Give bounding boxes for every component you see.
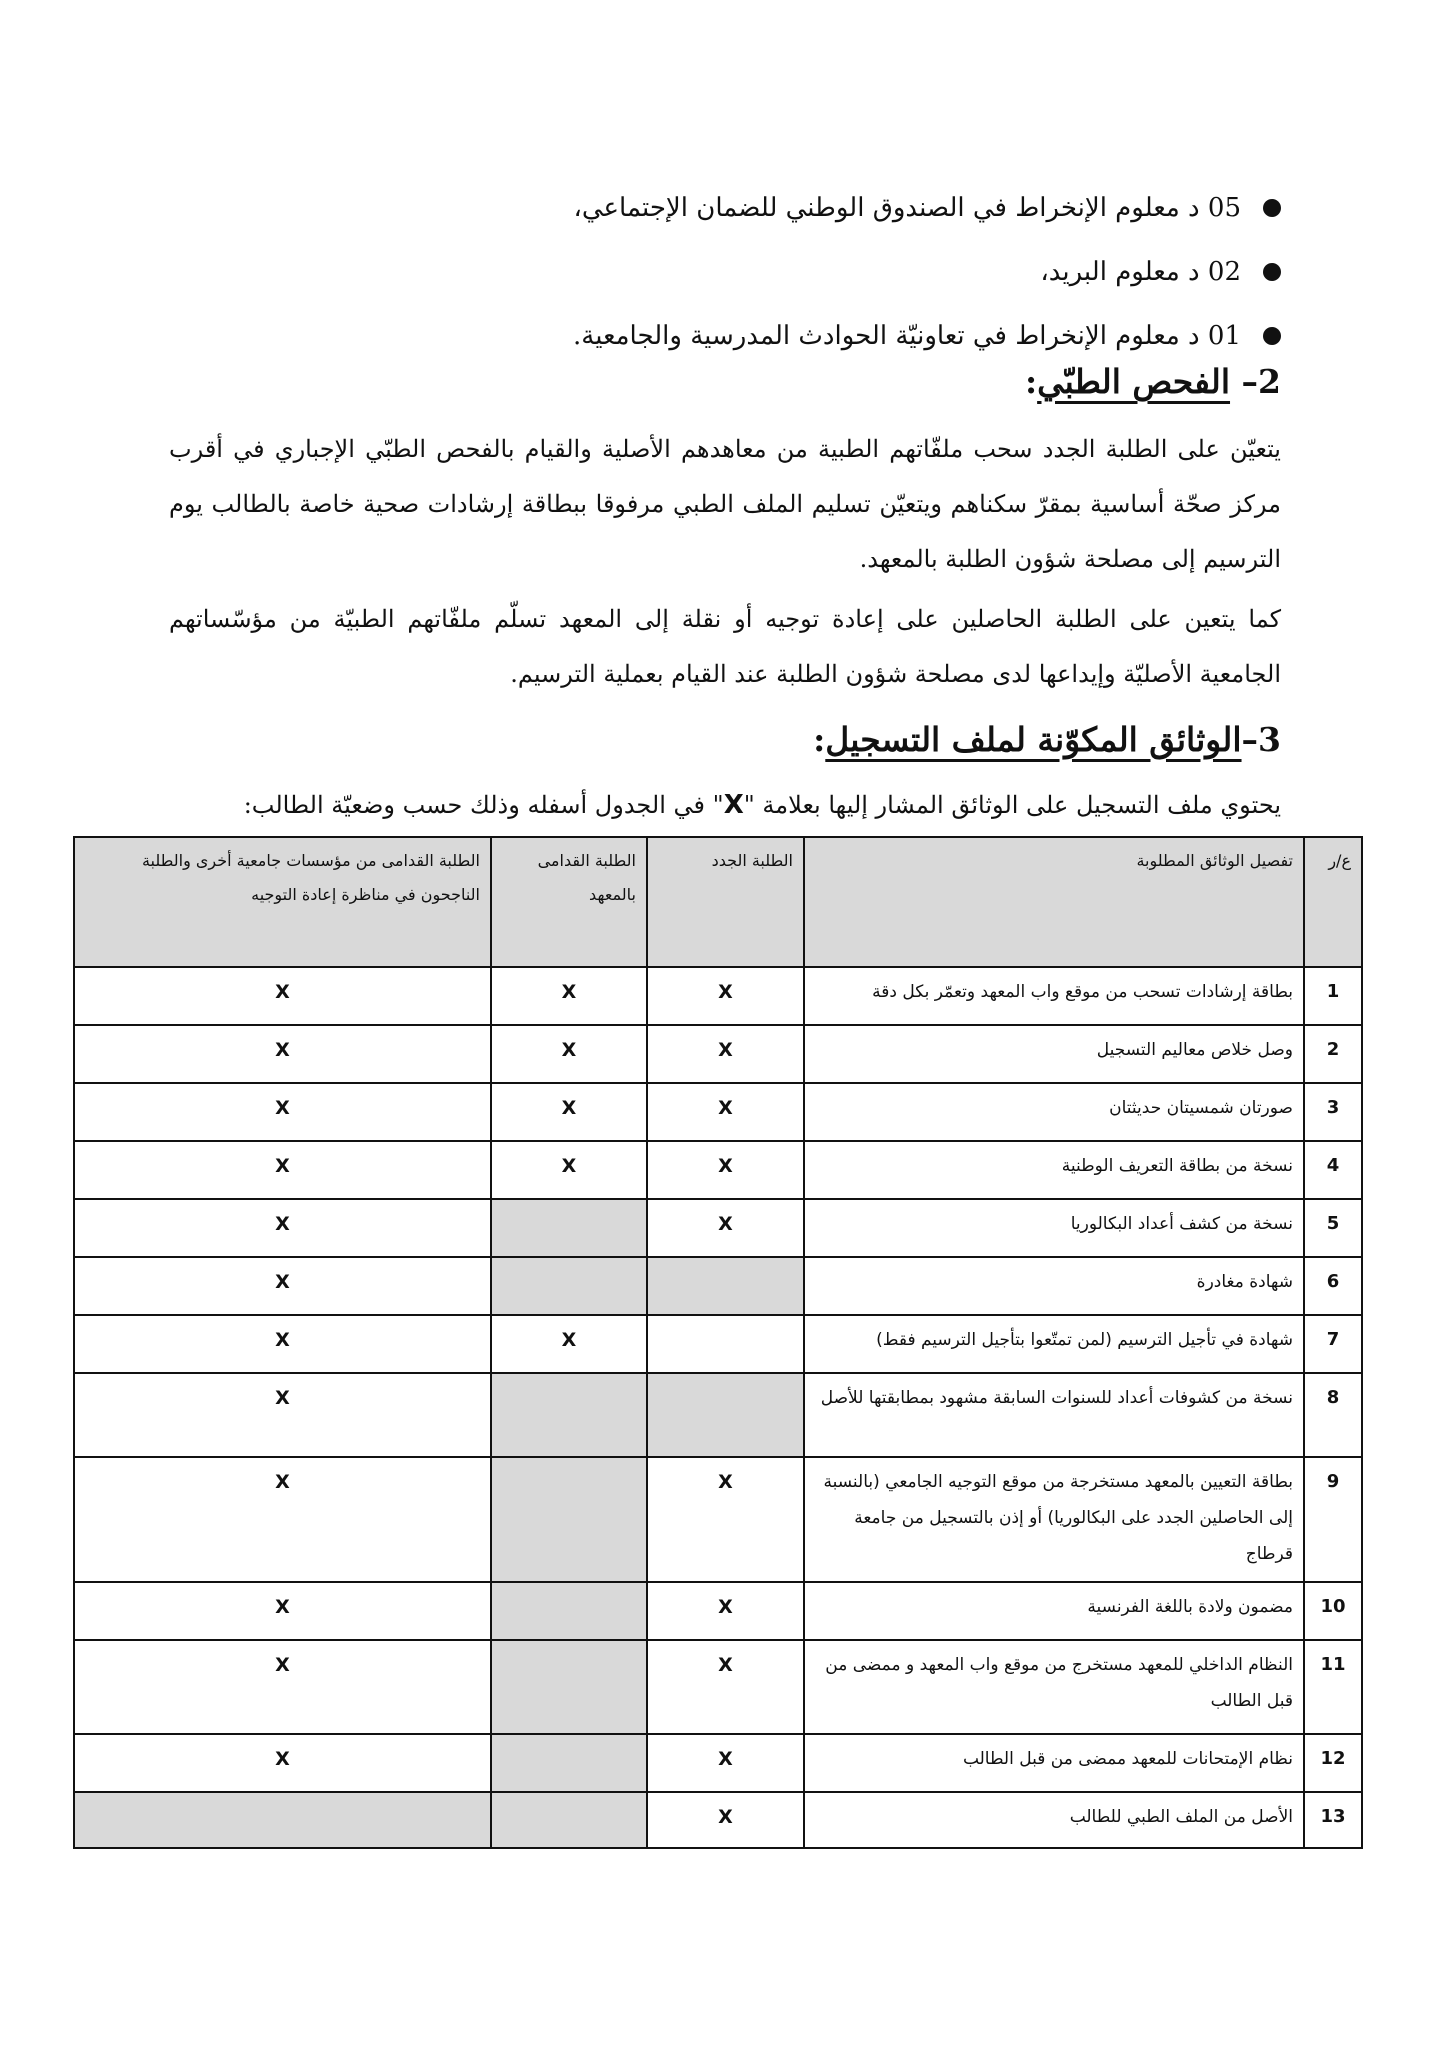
header-num: ع/ر	[1304, 837, 1362, 967]
fee-item	[181, 240, 1281, 304]
row-num: 6	[1304, 1257, 1362, 1315]
cell-old	[491, 1792, 647, 1848]
cell-old	[491, 1457, 647, 1582]
row-doc: نسخة من بطاقة التعريف الوطنية	[804, 1141, 1304, 1199]
cell-new	[647, 1373, 804, 1457]
cell-old: X	[491, 967, 647, 1025]
cell-other: X	[74, 1315, 491, 1373]
row-doc: نسخة من كشوفات أعداد للسنوات السابقة مشهود بمطابقتها للأصل	[804, 1373, 1304, 1457]
header-new-students: الطلبة الجدد	[647, 837, 804, 967]
table-header-row	[74, 837, 1362, 967]
cell-other: X	[74, 1257, 491, 1315]
section-3-heading	[813, 720, 1281, 759]
table-row	[74, 1141, 1362, 1199]
row-num: 2	[1304, 1025, 1362, 1083]
cell-other: X	[74, 1141, 491, 1199]
header-old-students: الطلبة القدامى بالمعهد	[491, 837, 647, 967]
table-row	[74, 1373, 1362, 1457]
table-intro-after: " في الجدول أسفله وذلك حسب وضعيّة الطالب:	[243, 791, 724, 819]
cell-new: X	[647, 967, 804, 1025]
fee-text: 02 د معلوم البريد،	[1040, 257, 1241, 287]
table-row	[74, 1792, 1362, 1848]
row-num: 11	[1304, 1640, 1362, 1734]
cell-other: X	[74, 1083, 491, 1141]
row-num: 13	[1304, 1792, 1362, 1848]
bullet-icon	[1263, 327, 1281, 345]
table-row	[74, 1582, 1362, 1640]
cell-new	[647, 1257, 804, 1315]
table-row	[74, 1315, 1362, 1373]
cell-new: X	[647, 1792, 804, 1848]
bullet-icon	[1263, 263, 1281, 281]
cell-new	[647, 1315, 804, 1373]
row-num: 8	[1304, 1373, 1362, 1457]
row-num: 1	[1304, 967, 1362, 1025]
bullet-icon	[1263, 199, 1281, 217]
row-num: 3	[1304, 1083, 1362, 1141]
fee-text: 01 د معلوم الإنخراط في تعاونيّة الحوادث المدرسية والجامعية.	[573, 321, 1241, 351]
row-doc: بطاقة التعيين بالمعهد مستخرجة من موقع التوجيه الجامعي (بالنسبة إلى الحاصلين الجدد على البكالوريا) أو إذن بالتسجيل من جامعة قرطاج	[804, 1457, 1304, 1582]
row-doc: النظام الداخلي للمعهد مستخرج من موقع واب المعهد و ممضى من قبل الطالب	[804, 1640, 1304, 1734]
cell-old	[491, 1199, 647, 1257]
row-doc: مضمون ولادة باللغة الفرنسية	[804, 1582, 1304, 1640]
row-num: 5	[1304, 1199, 1362, 1257]
table-row	[74, 1083, 1362, 1141]
cell-old: X	[491, 1083, 647, 1141]
table-body	[74, 967, 1362, 1848]
fees-list	[181, 176, 1281, 368]
row-doc: شهادة مغادرة	[804, 1257, 1304, 1315]
row-doc: شهادة في تأجيل الترسيم (لمن تمتّعوا بتأجيل الترسيم فقط)	[804, 1315, 1304, 1373]
header-other-students: الطلبة القدامى من مؤسسات جامعية أخرى والطلبة الناجحون في مناظرة إعادة التوجيه	[74, 837, 491, 967]
cell-new: X	[647, 1199, 804, 1257]
row-num: 9	[1304, 1457, 1362, 1582]
cell-other: X	[74, 1199, 491, 1257]
table-row	[74, 1199, 1362, 1257]
section-2-colon: :	[1024, 362, 1038, 401]
cell-old	[491, 1734, 647, 1792]
cell-new: X	[647, 1457, 804, 1582]
fee-item	[181, 176, 1281, 240]
row-doc: بطاقة إرشادات تسحب من موقع واب المعهد وتعمّر بكل دقة	[804, 967, 1304, 1025]
table-row	[74, 1640, 1362, 1734]
row-num: 4	[1304, 1141, 1362, 1199]
section-3-title: الوثائق المكوّنة لملف التسجيل	[825, 720, 1242, 759]
cell-new: X	[647, 1141, 804, 1199]
table-intro	[169, 790, 1281, 820]
section-2-number: 2–	[1241, 362, 1281, 401]
cell-new: X	[647, 1640, 804, 1734]
cell-other: X	[74, 1734, 491, 1792]
table-intro-mark: X	[723, 790, 744, 820]
table-row	[74, 1734, 1362, 1792]
cell-new: X	[647, 1025, 804, 1083]
row-doc: صورتان شمسيتان حديثتان	[804, 1083, 1304, 1141]
table-row	[74, 967, 1362, 1025]
cell-other: X	[74, 1640, 491, 1734]
cell-old	[491, 1640, 647, 1734]
section-3-colon: :	[813, 720, 826, 759]
medical-paragraph-2: كما يتعين على الطلبة الحاصلين على إعادة توجيه أو نقلة إلى المعهد تسلّم ملفّاتهم الطبيّة من مؤسّساتهم الجامعية الأصليّة وإيداعها لدى مصلحة شؤون الطلبة عند القيام بعملية الترسيم.	[169, 605, 1281, 688]
cell-old	[491, 1582, 647, 1640]
cell-old	[491, 1373, 647, 1457]
row-doc: وصل خلاص معاليم التسجيل	[804, 1025, 1304, 1083]
section-2-title: الفحص الطبّي	[1037, 362, 1231, 401]
row-doc: الأصل من الملف الطبي للطالب	[804, 1792, 1304, 1848]
cell-new: X	[647, 1083, 804, 1141]
table-row	[74, 1457, 1362, 1582]
cell-old: X	[491, 1141, 647, 1199]
cell-other	[74, 1792, 491, 1848]
medical-paragraph-1: يتعيّن على الطلبة الجدد سحب ملفّاتهم الطبية من معاهدهم الأصلية والقيام بالفحص الطبّي الإجباري في أقرب مركز صحّة أساسية بمقرّ سكناهم ويتعيّن تسليم الملف الطبي مرفوقا ببطاقة إرشادات صحية خاصة بالطالب يوم الترسيم إلى مصلحة شؤون الطلبة بالمعهد.	[169, 435, 1281, 573]
section-3-number: 3–	[1241, 720, 1281, 759]
cell-other: X	[74, 1373, 491, 1457]
documents-table	[73, 836, 1363, 1849]
row-doc: نظام الإمتحانات للمعهد ممضى من قبل الطالب	[804, 1734, 1304, 1792]
table-row	[74, 1025, 1362, 1083]
cell-new: X	[647, 1734, 804, 1792]
cell-old: X	[491, 1315, 647, 1373]
cell-other: X	[74, 1582, 491, 1640]
cell-old: X	[491, 1025, 647, 1083]
fee-text: 05 د معلوم الإنخراط في الصندوق الوطني للضمان الإجتماعي،	[573, 193, 1241, 223]
table-row	[74, 1257, 1362, 1315]
cell-old	[491, 1257, 647, 1315]
cell-other: X	[74, 1457, 491, 1582]
cell-other: X	[74, 1025, 491, 1083]
cell-new: X	[647, 1582, 804, 1640]
row-num: 10	[1304, 1582, 1362, 1640]
cell-other: X	[74, 967, 491, 1025]
section-2-heading	[1025, 362, 1281, 401]
table-intro-before: يحتوي ملف التسجيل على الوثائق المشار إليها بعلامة "	[743, 791, 1281, 819]
row-num: 12	[1304, 1734, 1362, 1792]
header-doc: تفصيل الوثائق المطلوبة	[804, 837, 1304, 967]
row-doc: نسخة من كشف أعداد البكالوريا	[804, 1199, 1304, 1257]
row-num: 7	[1304, 1315, 1362, 1373]
fee-item	[181, 304, 1281, 368]
table-header	[74, 837, 1362, 967]
